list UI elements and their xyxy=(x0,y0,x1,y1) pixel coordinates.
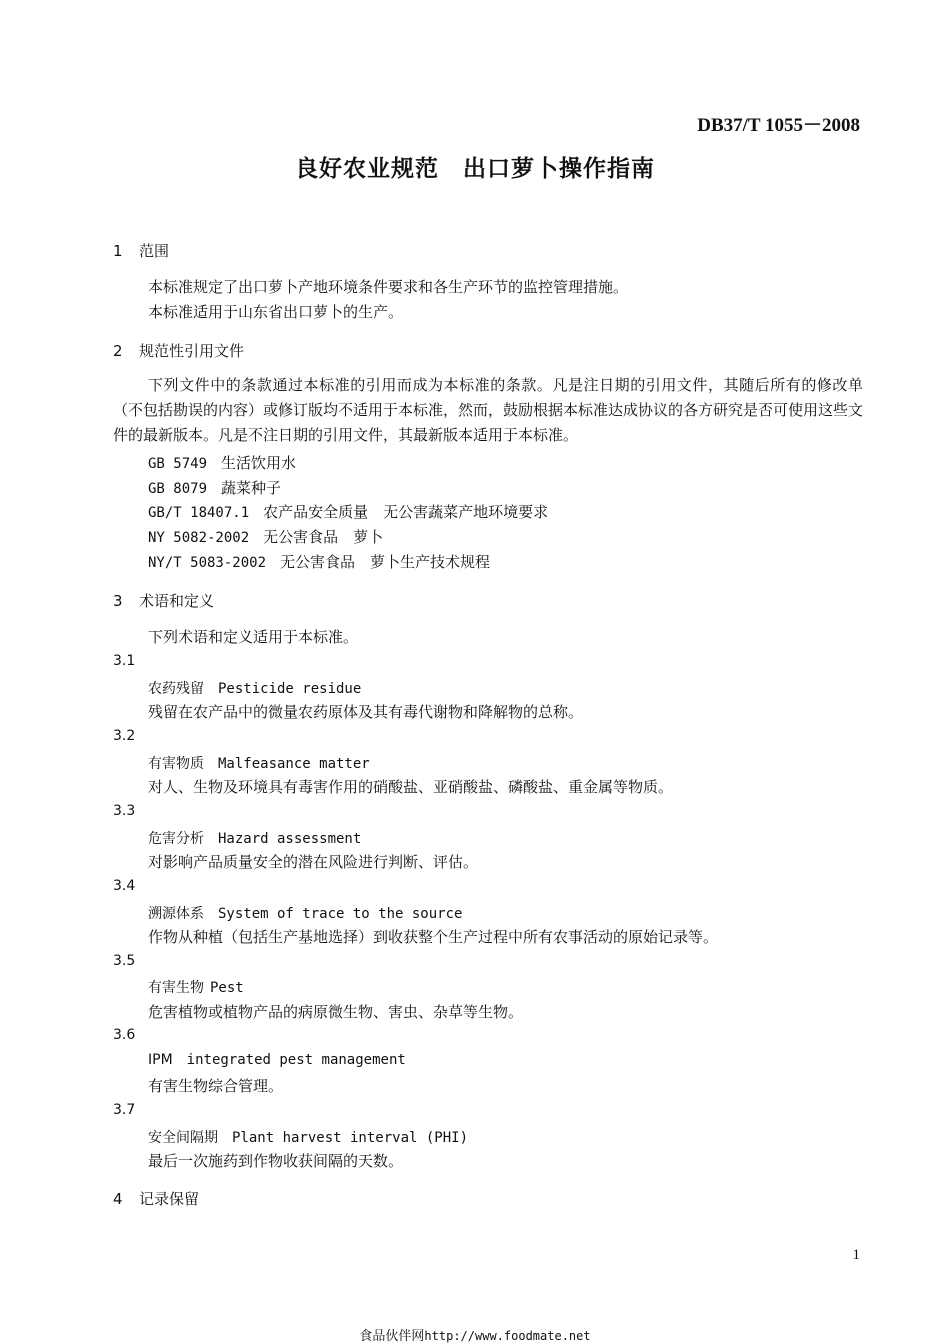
term-name xyxy=(148,1052,406,1068)
term-number: 3.3 xyxy=(113,803,136,819)
section-1-heading xyxy=(113,240,169,261)
reference-item xyxy=(148,526,383,547)
term-name xyxy=(148,903,462,923)
standard-code: DB37/T 1055－2008 xyxy=(697,115,860,136)
term-definition: 有害生物综合管理。 xyxy=(148,1077,284,1095)
section-title: 记录保留 xyxy=(139,1190,200,1208)
section-number: 1 xyxy=(113,242,123,260)
section-title: 术语和定义 xyxy=(139,592,215,610)
reference-title: 生活饮用水 xyxy=(221,454,297,472)
term-name xyxy=(148,753,370,773)
section-title: 范围 xyxy=(139,242,170,260)
page-number: 1 xyxy=(852,1247,860,1263)
term-zh: 溯源体系 xyxy=(148,906,204,922)
section-number: 3 xyxy=(113,592,123,610)
term-definition: 对影响产品质量安全的潜在风险进行判断、评估。 xyxy=(148,853,479,871)
term-number: 3.5 xyxy=(113,953,136,969)
section-number: 2 xyxy=(113,342,123,360)
reference-code: GB 5749 xyxy=(148,456,208,472)
section-number: 4 xyxy=(113,1190,123,1208)
term-en: Pest xyxy=(210,980,244,996)
reference-code: NY/T 5083-2002 xyxy=(148,555,267,571)
term-en: System of trace to the source xyxy=(218,906,463,922)
term-zh: 安全间隔期 xyxy=(148,1130,218,1146)
term-zh: 有害物质 xyxy=(148,756,204,772)
section-4-heading xyxy=(113,1188,199,1209)
reference-item xyxy=(148,477,281,498)
term-definition: 对人、生物及环境具有毒害作用的硝酸盐、亚硝酸盐、磷酸盐、重金属等物质。 xyxy=(148,778,674,796)
term-name xyxy=(148,977,244,997)
term-definition: 最后一次施药到作物收获间隔的天数。 xyxy=(148,1152,404,1170)
term-zh: IPM xyxy=(148,1052,173,1068)
reference-code: GB/T 18407.1 xyxy=(148,505,250,521)
term-number: 3.1 xyxy=(113,653,136,669)
term-en: integrated pest management xyxy=(186,1052,406,1068)
term-name xyxy=(148,828,361,848)
term-definition: 作物从种植（包括生产基地选择）到收获整个生产过程中所有农事活动的原始记录等。 xyxy=(148,928,719,946)
section-3-heading xyxy=(113,590,214,611)
section-title: 规范性引用文件 xyxy=(139,342,245,360)
footer-url-link[interactable]: http://www.foodmate.net xyxy=(424,1329,591,1343)
reference-item xyxy=(148,501,548,522)
reference-title: 无公害食品 萝卜生产技术规程 xyxy=(280,553,491,571)
term-zh: 农药残留 xyxy=(148,681,204,697)
reference-title: 无公害食品 萝卜 xyxy=(263,528,384,546)
term-en: Plant harvest interval (PHI) xyxy=(232,1130,469,1146)
term-en: Malfeasance matter xyxy=(218,756,370,772)
term-definition: 危害植物或植物产品的病原微生物、害虫、杂草等生物。 xyxy=(148,1003,524,1021)
term-number: 3.7 xyxy=(113,1102,136,1118)
term-number: 3.6 xyxy=(113,1027,136,1043)
reference-title: 蔬菜种子 xyxy=(221,479,282,497)
term-en: Pesticide residue xyxy=(218,681,362,697)
footer xyxy=(0,1325,950,1344)
reference-item xyxy=(148,452,296,473)
footer-site-name: 食品伙伴网 xyxy=(359,1329,425,1344)
reference-title: 农产品安全质量 无公害蔬菜产地环境要求 xyxy=(263,503,549,521)
section-2-intro: 下列文件中的条款通过本标准的引用而成为本标准的条款。凡是注日期的引用文件，其随后所有的修改单（不包括勘误的内容）或修订版均不适用于本标准，然而，鼓励根据本标准达成协议的各方研究是否可使用这些文件的最新版本。凡是不注日期的引用文件，其最新版本适用于本标准。 xyxy=(113,376,864,444)
term-number: 3.4 xyxy=(113,878,136,894)
reference-item xyxy=(148,551,490,572)
section-2-heading xyxy=(113,340,244,361)
section-3-intro: 下列术语和定义适用于本标准。 xyxy=(148,628,359,646)
term-name xyxy=(148,678,361,698)
reference-code: NY 5082-2002 xyxy=(148,530,250,546)
term-definition: 残留在农产品中的微量农药原体及其有毒代谢物和降解物的总称。 xyxy=(148,703,584,721)
term-number: 3.2 xyxy=(113,728,136,744)
section-1-line-1: 本标准规定了出口萝卜产地环境条件要求和各生产环节的监控管理措施。 xyxy=(148,278,629,296)
reference-code: GB 8079 xyxy=(148,481,208,497)
term-name xyxy=(148,1127,468,1147)
document-title: 良好农业规范 出口萝卜操作指南 xyxy=(295,156,655,182)
section-1-line-2: 本标准适用于山东省出口萝卜的生产。 xyxy=(148,303,404,321)
term-zh: 危害分析 xyxy=(148,831,204,847)
term-zh: 有害生物 xyxy=(148,980,204,996)
term-en: Hazard assessment xyxy=(218,831,362,847)
